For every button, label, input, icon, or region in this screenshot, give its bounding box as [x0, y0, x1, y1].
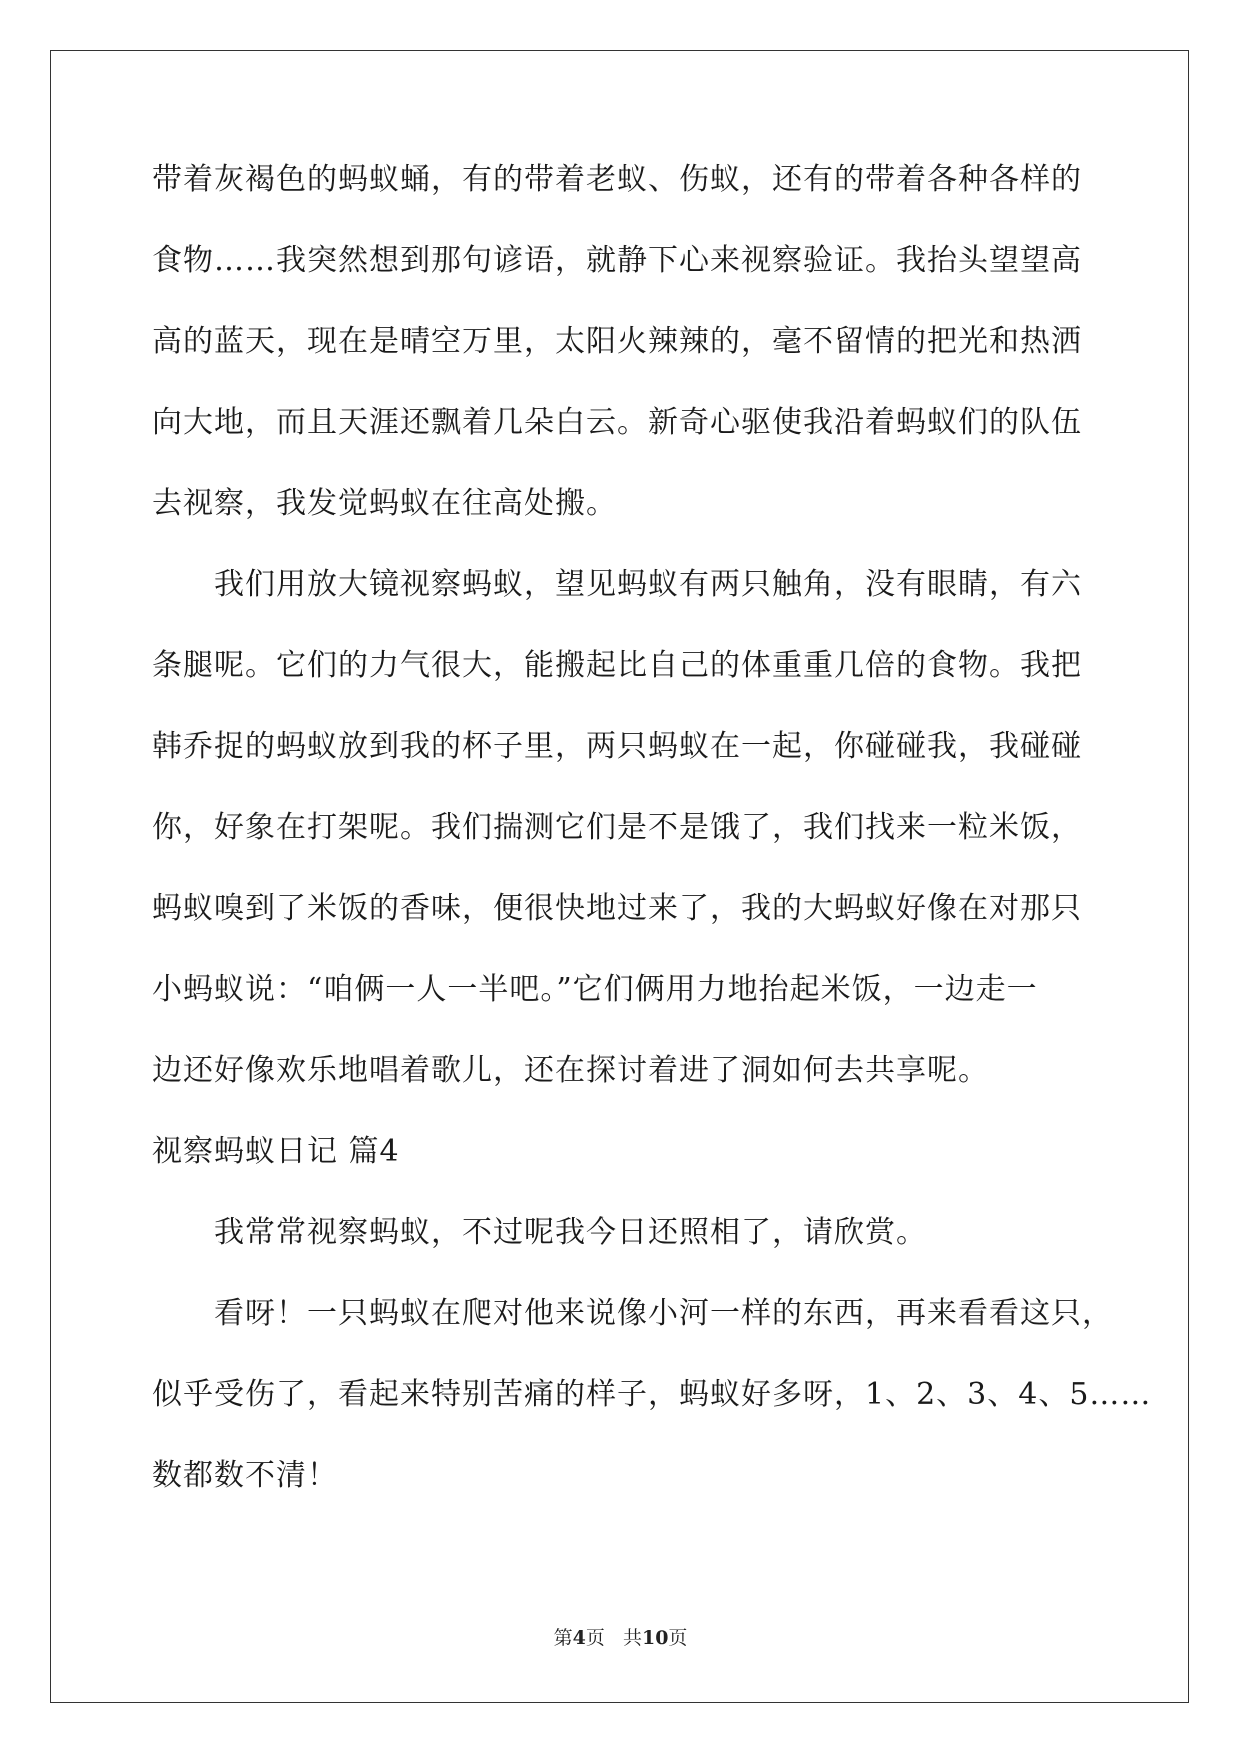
text-line: 韩乔捉的蚂蚁放到我的杯子里，两只蚂蚁在一起，你碰碰我，我碰碰	[152, 729, 1082, 764]
text-line: 小蚂蚁说：“咱俩一人一半吧。”它们俩用力地抬起米饭，一边走一	[152, 972, 1038, 1007]
text-line: 我们用放大镜视察蚂蚁，望见蚂蚁有两只触角，没有眼睛，有六	[152, 567, 1082, 602]
document-body	[152, 160, 1152, 1537]
text-line: 你，好象在打架呢。我们揣测它们是不是饿了，我们找来一粒米饭，	[152, 810, 1082, 845]
page-number: 4	[572, 1627, 586, 1649]
text-line: 似乎受伤了，看起来特别苦痛的样子，蚂蚁好多呀，1、2、3、4、5……	[152, 1377, 1152, 1412]
section-heading: 视察蚂蚁日记 篇4	[152, 1134, 400, 1169]
page-footer	[0, 1626, 1241, 1650]
text-line: 去视察，我发觉蚂蚁在往高处搬。	[152, 486, 617, 521]
text-line: 向大地，而且天涯还飘着几朵白云。新奇心驱使我沿着蚂蚁们的队伍	[152, 405, 1082, 440]
page-suffix: 页	[585, 1627, 605, 1649]
text-line: 食物……我突然想到那句谚语，就静下心来视察验证。我抬头望望高	[152, 243, 1082, 278]
total-pages: 10	[641, 1627, 669, 1649]
page-prefix: 第	[553, 1627, 573, 1649]
text-line: 看呀！一只蚂蚁在爬对他来说像小河一样的东西，再来看看这只，	[152, 1296, 1113, 1331]
text-line: 带着灰褐色的蚂蚁蛹，有的带着老蚁、伤蚁，还有的带着各种各样的	[152, 162, 1082, 197]
text-line: 蚂蚁嗅到了米饭的香味，便很快地过来了，我的大蚂蚁好像在对那只	[152, 891, 1082, 926]
text-line: 数都数不清！	[152, 1458, 338, 1493]
text-line: 条腿呢。它们的力气很大，能搬起比自己的体重重几倍的食物。我把	[152, 648, 1082, 683]
text-line: 边还好像欢乐地唱着歌儿，还在探讨着进了洞如何去共享呢。	[152, 1053, 989, 1088]
text-line: 高的蓝天，现在是晴空万里，太阳火辣辣的，毫不留情的把光和热洒	[152, 324, 1082, 359]
total-prefix: 共	[622, 1627, 642, 1649]
text-line: 我常常视察蚂蚁，不过呢我今日还照相了，请欣赏。	[152, 1215, 927, 1250]
total-suffix: 页	[668, 1627, 688, 1649]
